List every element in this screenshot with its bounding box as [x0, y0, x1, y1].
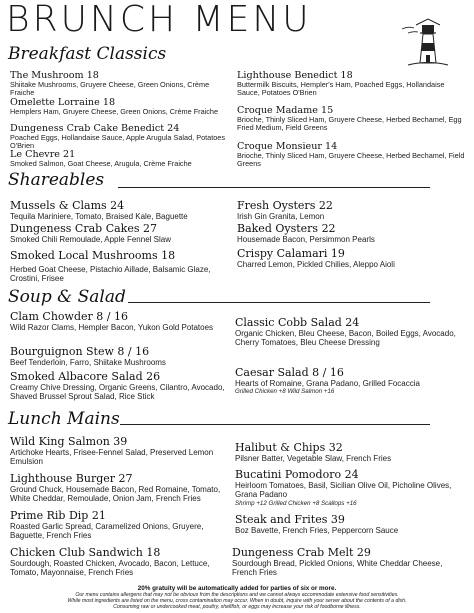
menu-item — [237, 105, 467, 133]
item-name: Croque Monsieur 14 — [237, 141, 338, 152]
section-heading-soup-salad: Soup & Salad — [8, 287, 126, 307]
section-divider — [118, 187, 430, 188]
item-name: Smoked Albacore Salad 26 — [10, 370, 161, 383]
item-name: Lighthouse Benedict 18 — [237, 70, 353, 81]
item-name: Bourguignon Stew 8 / 16 — [10, 345, 150, 358]
section-divider — [128, 302, 430, 303]
page-title: BRUNCH MENU — [6, 0, 312, 40]
menu-item — [235, 366, 467, 396]
item-description: Hemplers Ham, Gruyere Cheese, Green Onions, Crème Fraiche — [10, 107, 219, 116]
item-add-ons: Shrimp +12 Grilled Chicken +8 Scallops +16 — [235, 499, 357, 507]
section-divider — [120, 424, 430, 425]
item-description: Buttermilk Biscuits, Hempler's Ham, Poached Eggs, Hollandaise Sauce, Potatoes O'Brien — [237, 80, 445, 98]
item-name: Dungeness Crab Melt 29 — [232, 546, 371, 559]
menu-item — [235, 513, 467, 535]
menu-item — [10, 546, 228, 578]
menu-item — [10, 149, 225, 168]
item-name: Mussels & Clams 24 — [10, 199, 125, 212]
menu-item — [10, 472, 235, 504]
menu-item — [10, 310, 222, 332]
item-description: Hearts of Romaine, Grana Padano, Grilled Focaccia — [235, 379, 420, 388]
item-description: Tequila Mariniere, Tomato, Braised Kale, Baguette — [10, 212, 188, 221]
menu-item — [235, 468, 467, 508]
gratuity-notice: 20% gratuity will be automatically added for parties of six or more. — [137, 585, 337, 592]
item-name: Lighthouse Burger 27 — [10, 472, 133, 485]
item-name: Le Chevre 21 — [10, 149, 76, 160]
allergen-notice: Our menu contains allergens that may not be obvious from the descriptions and we cannot always accommodate extensive food sensitivities. — [75, 592, 399, 598]
menu-item — [10, 345, 230, 367]
item-name: The Mushroom 18 — [10, 70, 99, 81]
item-name: Caesar Salad 8 / 16 — [235, 366, 344, 379]
item-name: Baked Oysters 22 — [237, 222, 336, 235]
menu-item — [10, 123, 225, 151]
item-description: Artichoke Hearts, Frisee-Fennel Salad, Preserved Lemon Emulsion — [10, 448, 214, 467]
section-heading-lunch-mains: Lunch Mains — [8, 409, 120, 429]
item-name: Dungeness Crab Cakes 27 — [10, 222, 157, 235]
item-name: Clam Chowder 8 / 16 — [10, 310, 128, 323]
item-description: Beef Tenderloin, Farro, Shiitake Mushrooms — [10, 358, 166, 367]
menu-item — [232, 546, 467, 578]
item-description: Housemade Bacon, Persimmon Pearls — [237, 235, 375, 244]
item-description: Heirloom Tomatoes, Basil, Sicilian Olive Oil, Picholine Olives, Grana Padano — [235, 481, 452, 500]
item-description: Pilsner Batter, Vegetable Slaw, French Fries — [235, 454, 392, 463]
item-description: Smoked Chili Remoulade, Apple Fennel Slaw — [10, 235, 171, 244]
menu-item — [10, 249, 225, 284]
menu-item — [10, 222, 230, 244]
item-name: Wild King Salmon 39 — [10, 435, 128, 448]
menu-item — [235, 441, 467, 463]
lighthouse-logo-icon — [400, 13, 456, 69]
item-description: Boz Bavette, French Fries, Peppercorn Sauce — [235, 526, 399, 535]
item-name: Dungeness Crab Cake Benedict 24 — [10, 123, 180, 134]
item-description: Roasted Garlic Spread, Caramelized Onions, Gruyere, Baguette, French Fries — [10, 522, 204, 541]
item-description: Irish Gin Granita, Lemon — [237, 212, 325, 221]
menu-item — [235, 316, 467, 348]
section-heading-breakfast: Breakfast Classics — [8, 44, 167, 64]
menu-item — [237, 247, 467, 269]
item-name: Prime Rib Dip 21 — [10, 509, 106, 522]
item-description: Wild Razor Clams, Hempler Bacon, Yukon Gold Potatoes — [10, 323, 214, 332]
raw-food-warning: Consuming raw or undercooked meat, poultry, shellfish, or eggs may increase your risk of foodborne illness. — [113, 604, 361, 610]
menu-item — [10, 97, 225, 116]
item-description: Sourdough, Roasted Chicken, Avocado, Bacon, Lettuce, Tomato, Mayonnaise, French Fries — [10, 559, 210, 578]
cross-contamination-notice: While most ingredients are listed on the menu, cross contamination may occur. When in doubt, inquire with your server about the contents of a dish. — [67, 598, 407, 604]
menu-item — [237, 222, 467, 244]
menu-item — [237, 199, 467, 221]
menu-item — [237, 141, 467, 169]
item-name: Fresh Oysters 22 — [237, 199, 333, 212]
item-description: Charred Lemon, Pickled Chilies, Aleppo Aioli — [237, 260, 395, 269]
section-heading-shareables: Shareables — [8, 170, 105, 190]
item-description: Brioche, Thinly Sliced Ham, Gruyere Cheese, Herbed Bechamel, Field Greens — [237, 151, 465, 169]
menu-item — [10, 199, 230, 221]
menu-item — [237, 70, 467, 98]
item-add-ons: Grilled Chicken +8 Wild Salmon +16 — [235, 388, 335, 396]
item-name: Crispy Calamari 19 — [237, 247, 345, 260]
item-name: Smoked Local Mushrooms 18 — [10, 249, 176, 262]
item-description: Shiitake Mushrooms, Gruyere Cheese, Green Onions, Crème Fraiche — [10, 80, 210, 98]
item-description: Brioche, Thinly Sliced Ham, Gruyere Cheese, Herbed Bechamel, Egg Fried Medium, Field Greens — [237, 115, 462, 133]
item-name: Omelette Lorraine 18 — [10, 97, 116, 108]
item-name: Classic Cobb Salad 24 — [235, 316, 360, 329]
item-description: Ground Chuck, Housemade Bacon, Red Romaine, Tomato, White Cheddar, Remoulade, Onion Jam, French Fries — [10, 485, 221, 504]
item-description: Creamy Chive Dressing, Organic Greens, Cilantro, Avocado, Shaved Brussel Sprout Salad, Rice Stick — [10, 383, 225, 402]
item-description: Smoked Salmon, Goat Cheese, Arugula, Crème Fraiche — [10, 159, 192, 168]
menu-item — [10, 435, 228, 467]
item-name: Chicken Club Sandwich 18 — [10, 546, 161, 559]
menu-item — [10, 370, 228, 402]
item-name: Steak and Frites 39 — [235, 513, 345, 526]
menu-item — [10, 509, 225, 541]
item-description: Herbed Goat Cheese, Pistachio Aillade, Balsamic Glaze, Crostini, Frisee — [10, 265, 211, 284]
item-description: Sourdough Bread, Pickled Onions, White Cheddar Cheese, French Fries — [232, 559, 443, 578]
item-name: Bucatini Pomodoro 24 — [235, 468, 359, 481]
item-description: Poached Eggs, Hollandaise Sauce, Apple Arugula Salad, Potatoes O'Brien — [10, 133, 226, 151]
item-name: Croque Madame 15 — [237, 105, 334, 116]
footer — [40, 585, 434, 610]
item-name: Halibut & Chips 32 — [235, 441, 343, 454]
menu-item — [10, 70, 225, 98]
item-description: Organic Chicken, Bleu Cheese, Bacon, Boiled Eggs, Avocado, Cherry Tomatoes, Bleu Cheese Dressing — [235, 329, 456, 348]
